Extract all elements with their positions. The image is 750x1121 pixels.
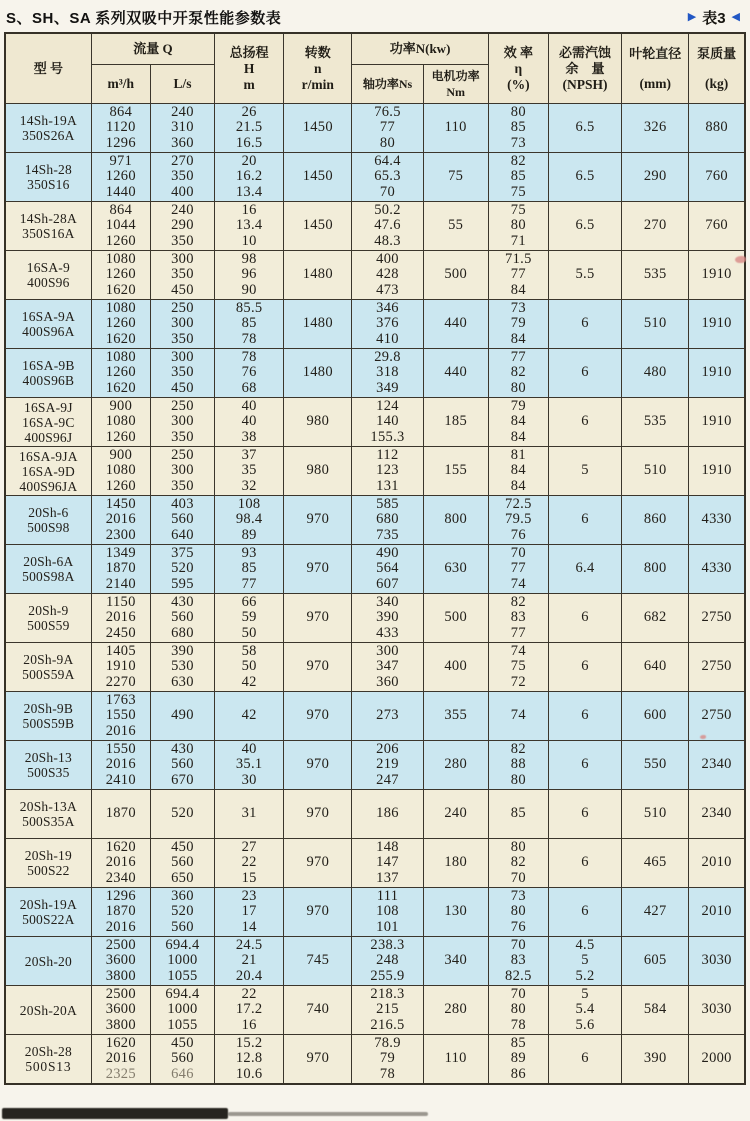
cell-model: 20Sh-19A 500S22A xyxy=(5,888,91,937)
cell-ns: 218.3 215 216.5 xyxy=(352,986,423,1035)
table-row xyxy=(5,398,745,447)
cell-ls: 403 560 640 xyxy=(150,496,214,545)
cell-ns: 76.5 77 80 xyxy=(352,104,423,153)
cell-speed: 970 xyxy=(284,545,352,594)
table-body xyxy=(5,104,745,1085)
cell-head: 85.5 85 78 xyxy=(215,300,284,349)
cell-nm: 55 xyxy=(423,202,488,251)
cell-eff: 75 80 71 xyxy=(488,202,548,251)
table-row xyxy=(5,447,745,496)
cell-ns: 148 147 137 xyxy=(352,839,423,888)
table-row xyxy=(5,594,745,643)
header-pump-mass: 泵质量 (kg) xyxy=(689,33,745,104)
cell-model: 14Sh-19A 350S26A xyxy=(5,104,91,153)
cell-ns: 346 376 410 xyxy=(352,300,423,349)
header-flow-group: 流量 Q xyxy=(91,33,214,65)
table-row xyxy=(5,839,745,888)
cell-model: 20Sh-13A 500S35A xyxy=(5,790,91,839)
cell-npsh: 6 xyxy=(548,300,621,349)
cell-eff: 85 xyxy=(488,790,548,839)
cell-head: 15.2 12.8 10.6 xyxy=(215,1035,284,1085)
cell-m3h: 864 1120 1296 xyxy=(91,104,150,153)
cell-head: 22 17.2 16 xyxy=(215,986,284,1035)
cell-ns: 111 108 101 xyxy=(352,888,423,937)
header-shaft-power: 轴功率Ns xyxy=(352,65,423,104)
cell-ls: 270 350 400 xyxy=(150,153,214,202)
header-motor-power: 电机功率Nm xyxy=(423,65,488,104)
cell-npsh: 6 xyxy=(548,692,621,741)
cell-nm: 340 xyxy=(423,937,488,986)
cell-nm: 75 xyxy=(423,153,488,202)
cell-ns: 206 219 247 xyxy=(352,741,423,790)
cell-mass: 2750 xyxy=(689,692,745,741)
cell-ls: 430 560 670 xyxy=(150,741,214,790)
cell-mass: 4330 xyxy=(689,496,745,545)
cell-speed: 970 xyxy=(284,496,352,545)
table-row xyxy=(5,1035,745,1085)
cell-m3h: 1870 xyxy=(91,790,150,839)
cell-eff: 70 83 82.5 xyxy=(488,937,548,986)
table-row xyxy=(5,349,745,398)
cell-eff: 82 85 75 xyxy=(488,153,548,202)
cell-nm: 630 xyxy=(423,545,488,594)
header-impeller-diameter: 叶轮直径 (mm) xyxy=(622,33,689,104)
cell-speed: 970 xyxy=(284,692,352,741)
cell-nm: 130 xyxy=(423,888,488,937)
page-title: S、SH、SA 系列双吸中开泵性能参数表 xyxy=(6,9,282,27)
cell-model: 16SA-9J 16SA-9C 400S96J xyxy=(5,398,91,447)
table-row xyxy=(5,104,745,153)
cell-head: 23 17 14 xyxy=(215,888,284,937)
cell-npsh: 6 xyxy=(548,1035,621,1085)
cell-ns: 585 680 735 xyxy=(352,496,423,545)
cell-model: 14Sh-28 350S16 xyxy=(5,153,91,202)
cell-model: 20Sh-20A xyxy=(5,986,91,1035)
cell-eff: 79 84 84 xyxy=(488,398,548,447)
cell-speed: 970 xyxy=(284,643,352,692)
cell-nm: 110 xyxy=(423,104,488,153)
cell-ls: 250 300 350 xyxy=(150,447,214,496)
cell-dia: 290 xyxy=(622,153,689,202)
cell-head: 37 35 32 xyxy=(215,447,284,496)
cell-m3h: 2500 3600 3800 xyxy=(91,986,150,1035)
cell-m3h: 1296 1870 2016 xyxy=(91,888,150,937)
table-row xyxy=(5,986,745,1035)
cell-ls: 490 xyxy=(150,692,214,741)
cell-npsh: 6 xyxy=(548,741,621,790)
cell-m3h: 1080 1260 1620 xyxy=(91,300,150,349)
cell-head: 98 96 90 xyxy=(215,251,284,300)
cell-dia: 510 xyxy=(622,447,689,496)
cell-head: 40 35.1 30 xyxy=(215,741,284,790)
cell-head: 58 50 42 xyxy=(215,643,284,692)
cell-nm: 240 xyxy=(423,790,488,839)
cell-nm: 280 xyxy=(423,986,488,1035)
table-row xyxy=(5,888,745,937)
cell-eff: 74 75 72 xyxy=(488,643,548,692)
pump-parameters-table xyxy=(4,32,746,1085)
cell-model: 20Sh-6 500S98 xyxy=(5,496,91,545)
cell-dia: 270 xyxy=(622,202,689,251)
cell-mass: 1910 xyxy=(689,349,745,398)
cell-npsh: 6 xyxy=(548,349,621,398)
cell-eff: 80 85 73 xyxy=(488,104,548,153)
cell-ns: 78.9 79 78 xyxy=(352,1035,423,1085)
cell-ns: 186 xyxy=(352,790,423,839)
cell-eff: 80 82 70 xyxy=(488,839,548,888)
cell-ls: 240 290 350 xyxy=(150,202,214,251)
cell-ls: 250 300 350 xyxy=(150,300,214,349)
cell-ls: 694.4 1000 1055 xyxy=(150,986,214,1035)
cell-ls: 300 350 450 xyxy=(150,349,214,398)
cell-ns: 64.4 65.3 70 xyxy=(352,153,423,202)
cell-mass: 2340 xyxy=(689,790,745,839)
cell-mass: 880 xyxy=(689,104,745,153)
cell-eff: 73 80 76 xyxy=(488,888,548,937)
cell-model: 20Sh-19 500S22 xyxy=(5,839,91,888)
cell-m3h: 1620 2016 2340 xyxy=(91,839,150,888)
cell-ns: 29.8 318 349 xyxy=(352,349,423,398)
scan-smudge xyxy=(2,1108,228,1119)
cell-ls: 430 560 680 xyxy=(150,594,214,643)
cell-ls: 390 530 630 xyxy=(150,643,214,692)
cell-mass: 2010 xyxy=(689,888,745,937)
cell-head: 42 xyxy=(215,692,284,741)
cell-m3h: 864 1044 1260 xyxy=(91,202,150,251)
cell-nm: 155 xyxy=(423,447,488,496)
cell-eff: 82 88 80 xyxy=(488,741,548,790)
cell-dia: 390 xyxy=(622,1035,689,1085)
cell-dia: 860 xyxy=(622,496,689,545)
cell-ls: 520 xyxy=(150,790,214,839)
cell-model: 16SA-9 400S96 xyxy=(5,251,91,300)
cell-mass: 1910 xyxy=(689,447,745,496)
cell-dia: 480 xyxy=(622,349,689,398)
cell-m3h: 900 1080 1260 xyxy=(91,398,150,447)
table-row xyxy=(5,741,745,790)
cell-ls: 450 560 650 xyxy=(150,839,214,888)
cell-npsh: 6 xyxy=(548,888,621,937)
cell-mass: 2750 xyxy=(689,594,745,643)
cell-dia: 326 xyxy=(622,104,689,153)
right-triangle-icon: ◀ xyxy=(731,10,740,23)
cell-nm: 400 xyxy=(423,643,488,692)
cell-speed: 970 xyxy=(284,594,352,643)
cell-mass: 1910 xyxy=(689,398,745,447)
table-row xyxy=(5,937,745,986)
header-flow-ls: L/s xyxy=(150,65,214,104)
left-triangle-icon: ▶ xyxy=(687,10,697,23)
cell-dia: 605 xyxy=(622,937,689,986)
cell-m3h: 1763 1550 2016 xyxy=(91,692,150,741)
cell-ns: 400 428 473 xyxy=(352,251,423,300)
table-row xyxy=(5,692,745,741)
cell-mass: 2340 xyxy=(689,741,745,790)
cell-npsh: 4.5 5 5.2 xyxy=(548,937,621,986)
cell-npsh: 6 xyxy=(548,496,621,545)
cell-speed: 1450 xyxy=(284,153,352,202)
cell-dia: 800 xyxy=(622,545,689,594)
cell-mass: 2750 xyxy=(689,643,745,692)
cell-model: 20Sh-28 500S13 xyxy=(5,1035,91,1085)
cell-head: 27 22 15 xyxy=(215,839,284,888)
cell-npsh: 6.5 xyxy=(548,153,621,202)
cell-nm: 440 xyxy=(423,300,488,349)
cell-mass: 4330 xyxy=(689,545,745,594)
cell-head: 24.5 21 20.4 xyxy=(215,937,284,986)
cell-eff: 72.5 79.5 76 xyxy=(488,496,548,545)
cell-nm: 280 xyxy=(423,741,488,790)
cell-model: 16SA-9B 400S96B xyxy=(5,349,91,398)
cell-nm: 500 xyxy=(423,594,488,643)
table-row xyxy=(5,251,745,300)
cell-speed: 1450 xyxy=(284,104,352,153)
cell-mass: 760 xyxy=(689,202,745,251)
cell-m3h: 1550 2016 2410 xyxy=(91,741,150,790)
cell-speed: 1450 xyxy=(284,202,352,251)
cell-head: 66 59 50 xyxy=(215,594,284,643)
cell-head: 93 85 77 xyxy=(215,545,284,594)
cell-ls: 694.4 1000 1055 xyxy=(150,937,214,986)
cell-model: 20Sh-13 500S35 xyxy=(5,741,91,790)
cell-speed: 1480 xyxy=(284,349,352,398)
title-bar xyxy=(0,0,750,32)
cell-eff: 85 89 86 xyxy=(488,1035,548,1085)
cell-speed: 1480 xyxy=(284,251,352,300)
cell-speed: 970 xyxy=(284,839,352,888)
table-row xyxy=(5,790,745,839)
cell-mass: 2010 xyxy=(689,839,745,888)
cell-ls: 450 560 646 xyxy=(150,1035,214,1085)
cell-dia: 600 xyxy=(622,692,689,741)
table-header xyxy=(5,33,745,104)
cell-dia: 427 xyxy=(622,888,689,937)
scan-speck xyxy=(735,256,746,263)
cell-model: 20Sh-6A 500S98A xyxy=(5,545,91,594)
header-model: 型 号 xyxy=(5,33,91,104)
cell-head: 31 xyxy=(215,790,284,839)
cell-model: 20Sh-20 xyxy=(5,937,91,986)
cell-npsh: 6.5 xyxy=(548,104,621,153)
cell-speed: 745 xyxy=(284,937,352,986)
cell-dia: 550 xyxy=(622,741,689,790)
cell-head: 108 98.4 89 xyxy=(215,496,284,545)
table-row xyxy=(5,202,745,251)
cell-m3h: 1620 2016 2325 xyxy=(91,1035,150,1085)
table-row xyxy=(5,643,745,692)
cell-nm: 800 xyxy=(423,496,488,545)
cell-dia: 465 xyxy=(622,839,689,888)
cell-dia: 535 xyxy=(622,251,689,300)
cell-eff: 70 80 78 xyxy=(488,986,548,1035)
cell-m3h: 1080 1260 1620 xyxy=(91,349,150,398)
header-efficiency: 效 率 η (%) xyxy=(488,33,548,104)
cell-mass: 1910 xyxy=(689,251,745,300)
cell-head: 78 76 68 xyxy=(215,349,284,398)
cell-npsh: 5 xyxy=(548,447,621,496)
cell-nm: 440 xyxy=(423,349,488,398)
cell-dia: 510 xyxy=(622,790,689,839)
cell-eff: 81 84 84 xyxy=(488,447,548,496)
cell-dia: 584 xyxy=(622,986,689,1035)
cell-ls: 360 520 560 xyxy=(150,888,214,937)
cell-ns: 238.3 248 255.9 xyxy=(352,937,423,986)
scan-smudge-trail xyxy=(228,1112,428,1116)
cell-eff: 77 82 80 xyxy=(488,349,548,398)
cell-head: 26 21.5 16.5 xyxy=(215,104,284,153)
cell-ls: 375 520 595 xyxy=(150,545,214,594)
cell-nm: 110 xyxy=(423,1035,488,1085)
cell-dia: 682 xyxy=(622,594,689,643)
cell-ns: 273 xyxy=(352,692,423,741)
cell-npsh: 6 xyxy=(548,790,621,839)
cell-head: 20 16.2 13.4 xyxy=(215,153,284,202)
cell-npsh: 5 5.4 5.6 xyxy=(548,986,621,1035)
cell-eff: 71.5 77 84 xyxy=(488,251,548,300)
cell-model: 20Sh-9B 500S59B xyxy=(5,692,91,741)
cell-eff: 82 83 77 xyxy=(488,594,548,643)
cell-dia: 510 xyxy=(622,300,689,349)
cell-model: 20Sh-9 500S59 xyxy=(5,594,91,643)
cell-head: 16 13.4 10 xyxy=(215,202,284,251)
cell-ns: 490 564 607 xyxy=(352,545,423,594)
cell-npsh: 6 xyxy=(548,839,621,888)
cell-m3h: 1349 1870 2140 xyxy=(91,545,150,594)
cell-speed: 740 xyxy=(284,986,352,1035)
cell-speed: 980 xyxy=(284,398,352,447)
table-row xyxy=(5,545,745,594)
cell-nm: 500 xyxy=(423,251,488,300)
cell-npsh: 6.5 xyxy=(548,202,621,251)
table-number-marker xyxy=(688,7,740,28)
cell-nm: 355 xyxy=(423,692,488,741)
cell-m3h: 900 1080 1260 xyxy=(91,447,150,496)
cell-mass: 760 xyxy=(689,153,745,202)
cell-mass: 1910 xyxy=(689,300,745,349)
cell-model: 16SA-9A 400S96A xyxy=(5,300,91,349)
cell-mass: 3030 xyxy=(689,937,745,986)
cell-mass: 3030 xyxy=(689,986,745,1035)
cell-speed: 970 xyxy=(284,1035,352,1085)
cell-eff: 74 xyxy=(488,692,548,741)
table-number-label: 表3 xyxy=(702,9,726,27)
table-row xyxy=(5,496,745,545)
cell-model: 20Sh-9A 500S59A xyxy=(5,643,91,692)
cell-m3h: 1150 2016 2450 xyxy=(91,594,150,643)
header-speed: 转数 n r/min xyxy=(284,33,352,104)
cell-npsh: 6 xyxy=(548,643,621,692)
cell-ls: 250 300 350 xyxy=(150,398,214,447)
cell-speed: 970 xyxy=(284,888,352,937)
cell-m3h: 1080 1260 1620 xyxy=(91,251,150,300)
cell-speed: 980 xyxy=(284,447,352,496)
header-flow-m3h: m³/h xyxy=(91,65,150,104)
cell-ns: 124 140 155.3 xyxy=(352,398,423,447)
cell-m3h: 1405 1910 2270 xyxy=(91,643,150,692)
cell-npsh: 6 xyxy=(548,398,621,447)
cell-npsh: 6 xyxy=(548,594,621,643)
cell-m3h: 1450 2016 2300 xyxy=(91,496,150,545)
cell-dia: 535 xyxy=(622,398,689,447)
cell-nm: 180 xyxy=(423,839,488,888)
cell-ls: 300 350 450 xyxy=(150,251,214,300)
header-npsh: 必需汽蚀 余 量 (NPSH) xyxy=(548,33,621,104)
cell-mass: 2000 xyxy=(689,1035,745,1085)
table-row xyxy=(5,153,745,202)
cell-npsh: 6.4 xyxy=(548,545,621,594)
cell-speed: 970 xyxy=(284,741,352,790)
cell-nm: 185 xyxy=(423,398,488,447)
cell-eff: 73 79 84 xyxy=(488,300,548,349)
scan-speck xyxy=(700,735,706,739)
header-total-head: 总扬程 H m xyxy=(215,33,284,104)
cell-ns: 300 347 360 xyxy=(352,643,423,692)
cell-eff: 70 77 74 xyxy=(488,545,548,594)
cell-m3h: 2500 3600 3800 xyxy=(91,937,150,986)
cell-model: 14Sh-28A 350S16A xyxy=(5,202,91,251)
cell-m3h: 971 1260 1440 xyxy=(91,153,150,202)
cell-ns: 112 123 131 xyxy=(352,447,423,496)
cell-dia: 640 xyxy=(622,643,689,692)
table-row xyxy=(5,300,745,349)
cell-model: 16SA-9JA 16SA-9D 400S96JA xyxy=(5,447,91,496)
cell-speed: 1480 xyxy=(284,300,352,349)
cell-head: 40 40 38 xyxy=(215,398,284,447)
cell-ns: 50.2 47.6 48.3 xyxy=(352,202,423,251)
cell-speed: 970 xyxy=(284,790,352,839)
cell-ls: 240 310 360 xyxy=(150,104,214,153)
header-power-group: 功率N(kw) xyxy=(352,33,488,65)
cell-npsh: 5.5 xyxy=(548,251,621,300)
cell-ns: 340 390 433 xyxy=(352,594,423,643)
